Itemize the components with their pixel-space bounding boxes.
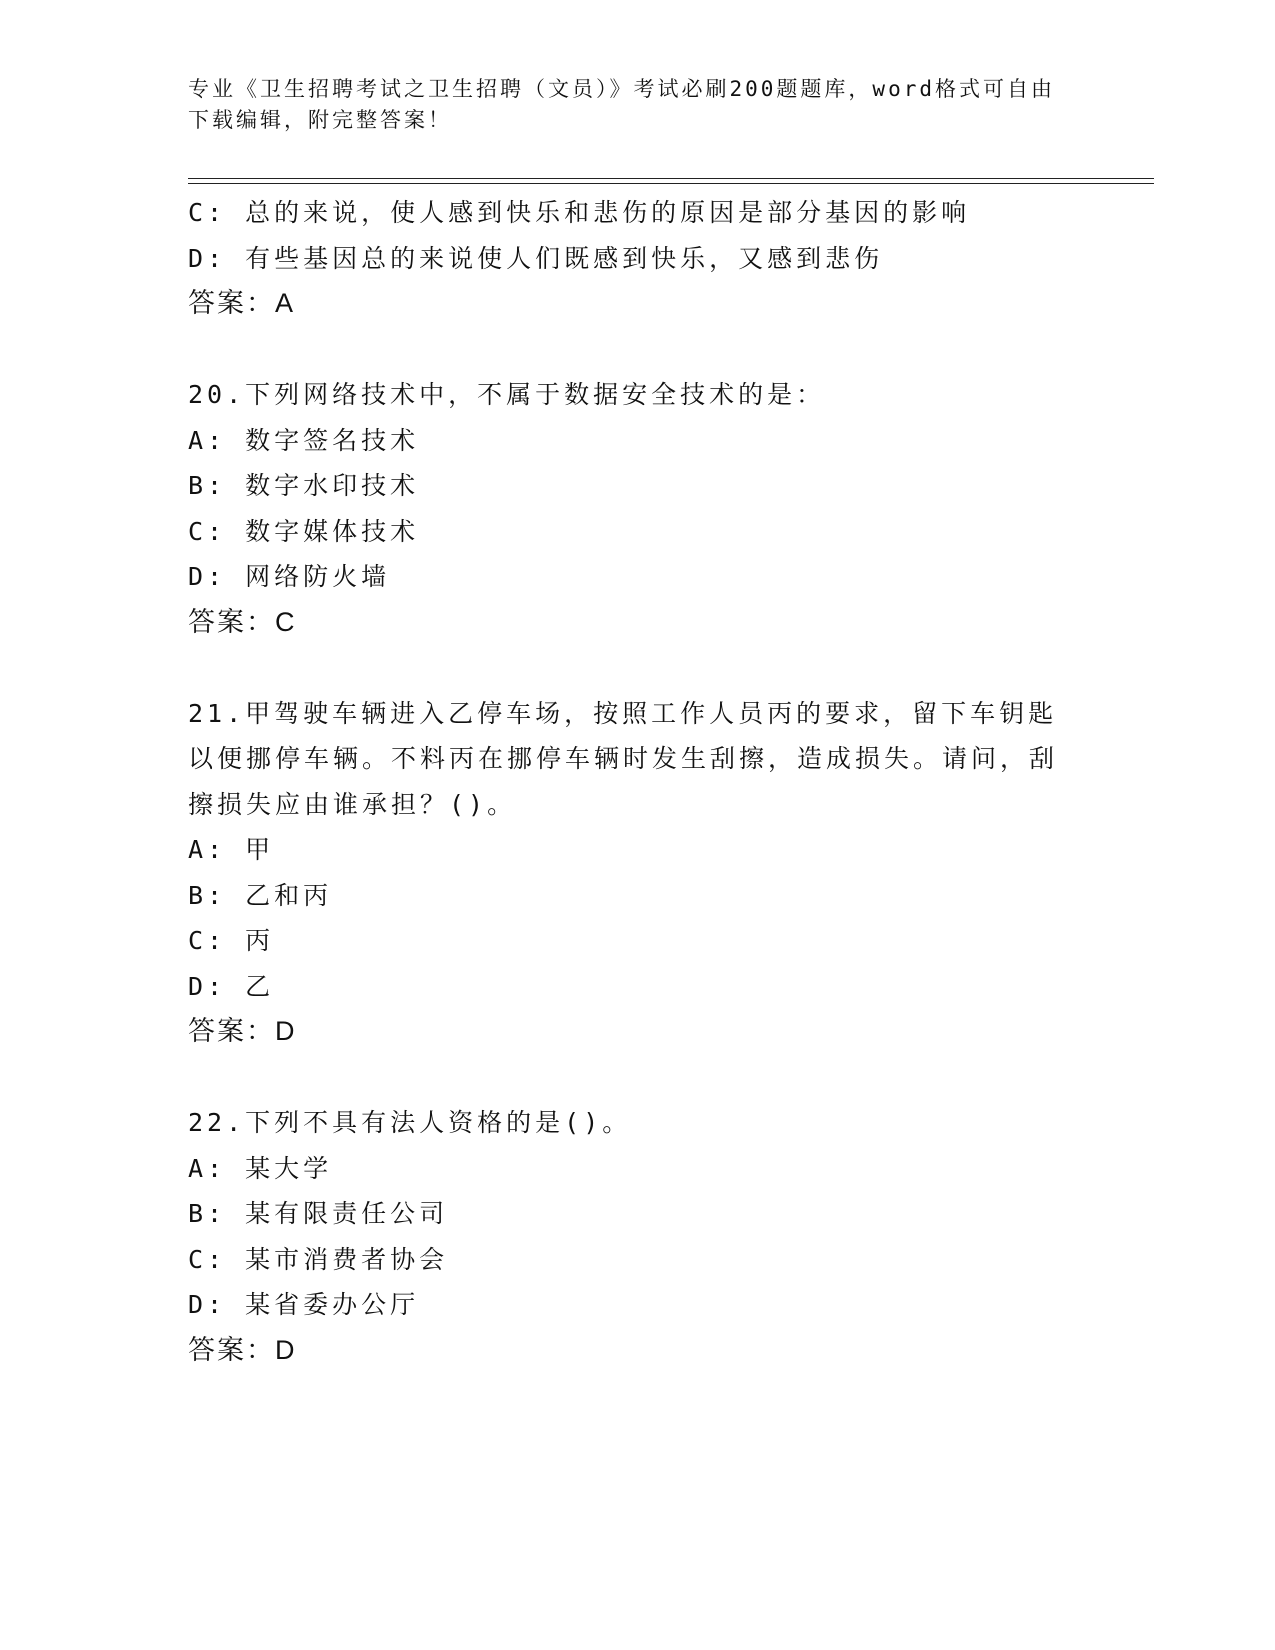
option-a: A: 甲 xyxy=(188,835,275,864)
option-b: B: 乙和丙 xyxy=(188,880,333,910)
option-c: C: 数字媒体技术 xyxy=(188,516,420,546)
partial-question xyxy=(188,190,1068,327)
header-divider-bottom xyxy=(188,183,1154,184)
option-c: C: 总的来说，使人感到快乐和悲伤的原因是部分基因的影响 xyxy=(188,198,971,227)
question-text: 22.下列不具有法人资格的是()。 xyxy=(188,1108,632,1137)
question-21 xyxy=(188,691,1068,1055)
question-text: 20.下列网络技术中，不属于数据安全技术的是： xyxy=(188,380,826,409)
document-header: 专业《卫生招聘考试之卫生招聘（文员）》考试必刷200题题库，word格式可自由下载编辑，附完整答案！ xyxy=(188,77,1055,132)
option-b: B: 数字水印技术 xyxy=(188,471,420,500)
answer-line: 答案：A xyxy=(188,288,296,318)
question-22 xyxy=(188,1100,1068,1373)
answer-line: 答案：D xyxy=(188,1016,297,1046)
spacer xyxy=(188,645,1068,691)
option-c: C: 丙 xyxy=(188,926,275,955)
option-c: C: 某市消费者协会 xyxy=(188,1244,449,1274)
option-d: D: 某省委办公厅 xyxy=(188,1290,420,1319)
question-list xyxy=(188,190,1068,1373)
option-a: A: 数字签名技术 xyxy=(188,425,420,455)
option-a: A: 某大学 xyxy=(188,1153,333,1183)
option-d: D: 乙 xyxy=(188,971,275,1001)
header-divider-top xyxy=(188,178,1154,179)
spacer xyxy=(188,327,1068,373)
option-b: B: 某有限责任公司 xyxy=(188,1199,449,1228)
question-text: 21.甲驾驶车辆进入乙停车场，按照工作人员丙的要求，留下车钥匙以便挪停车辆。不料丙在挪停车辆时发生刮擦，造成损失。请问，刮擦损失应由谁承担？()。 xyxy=(188,698,1059,819)
option-d: D: 网络防火墙 xyxy=(188,562,391,591)
answer-line: 答案：D xyxy=(188,1334,297,1365)
answer-line: 答案：C xyxy=(188,606,297,637)
question-20 xyxy=(188,372,1068,645)
spacer xyxy=(188,1055,1068,1101)
option-d: D: 有些基因总的来说使人们既感到快乐，又感到悲伤 xyxy=(188,243,884,273)
